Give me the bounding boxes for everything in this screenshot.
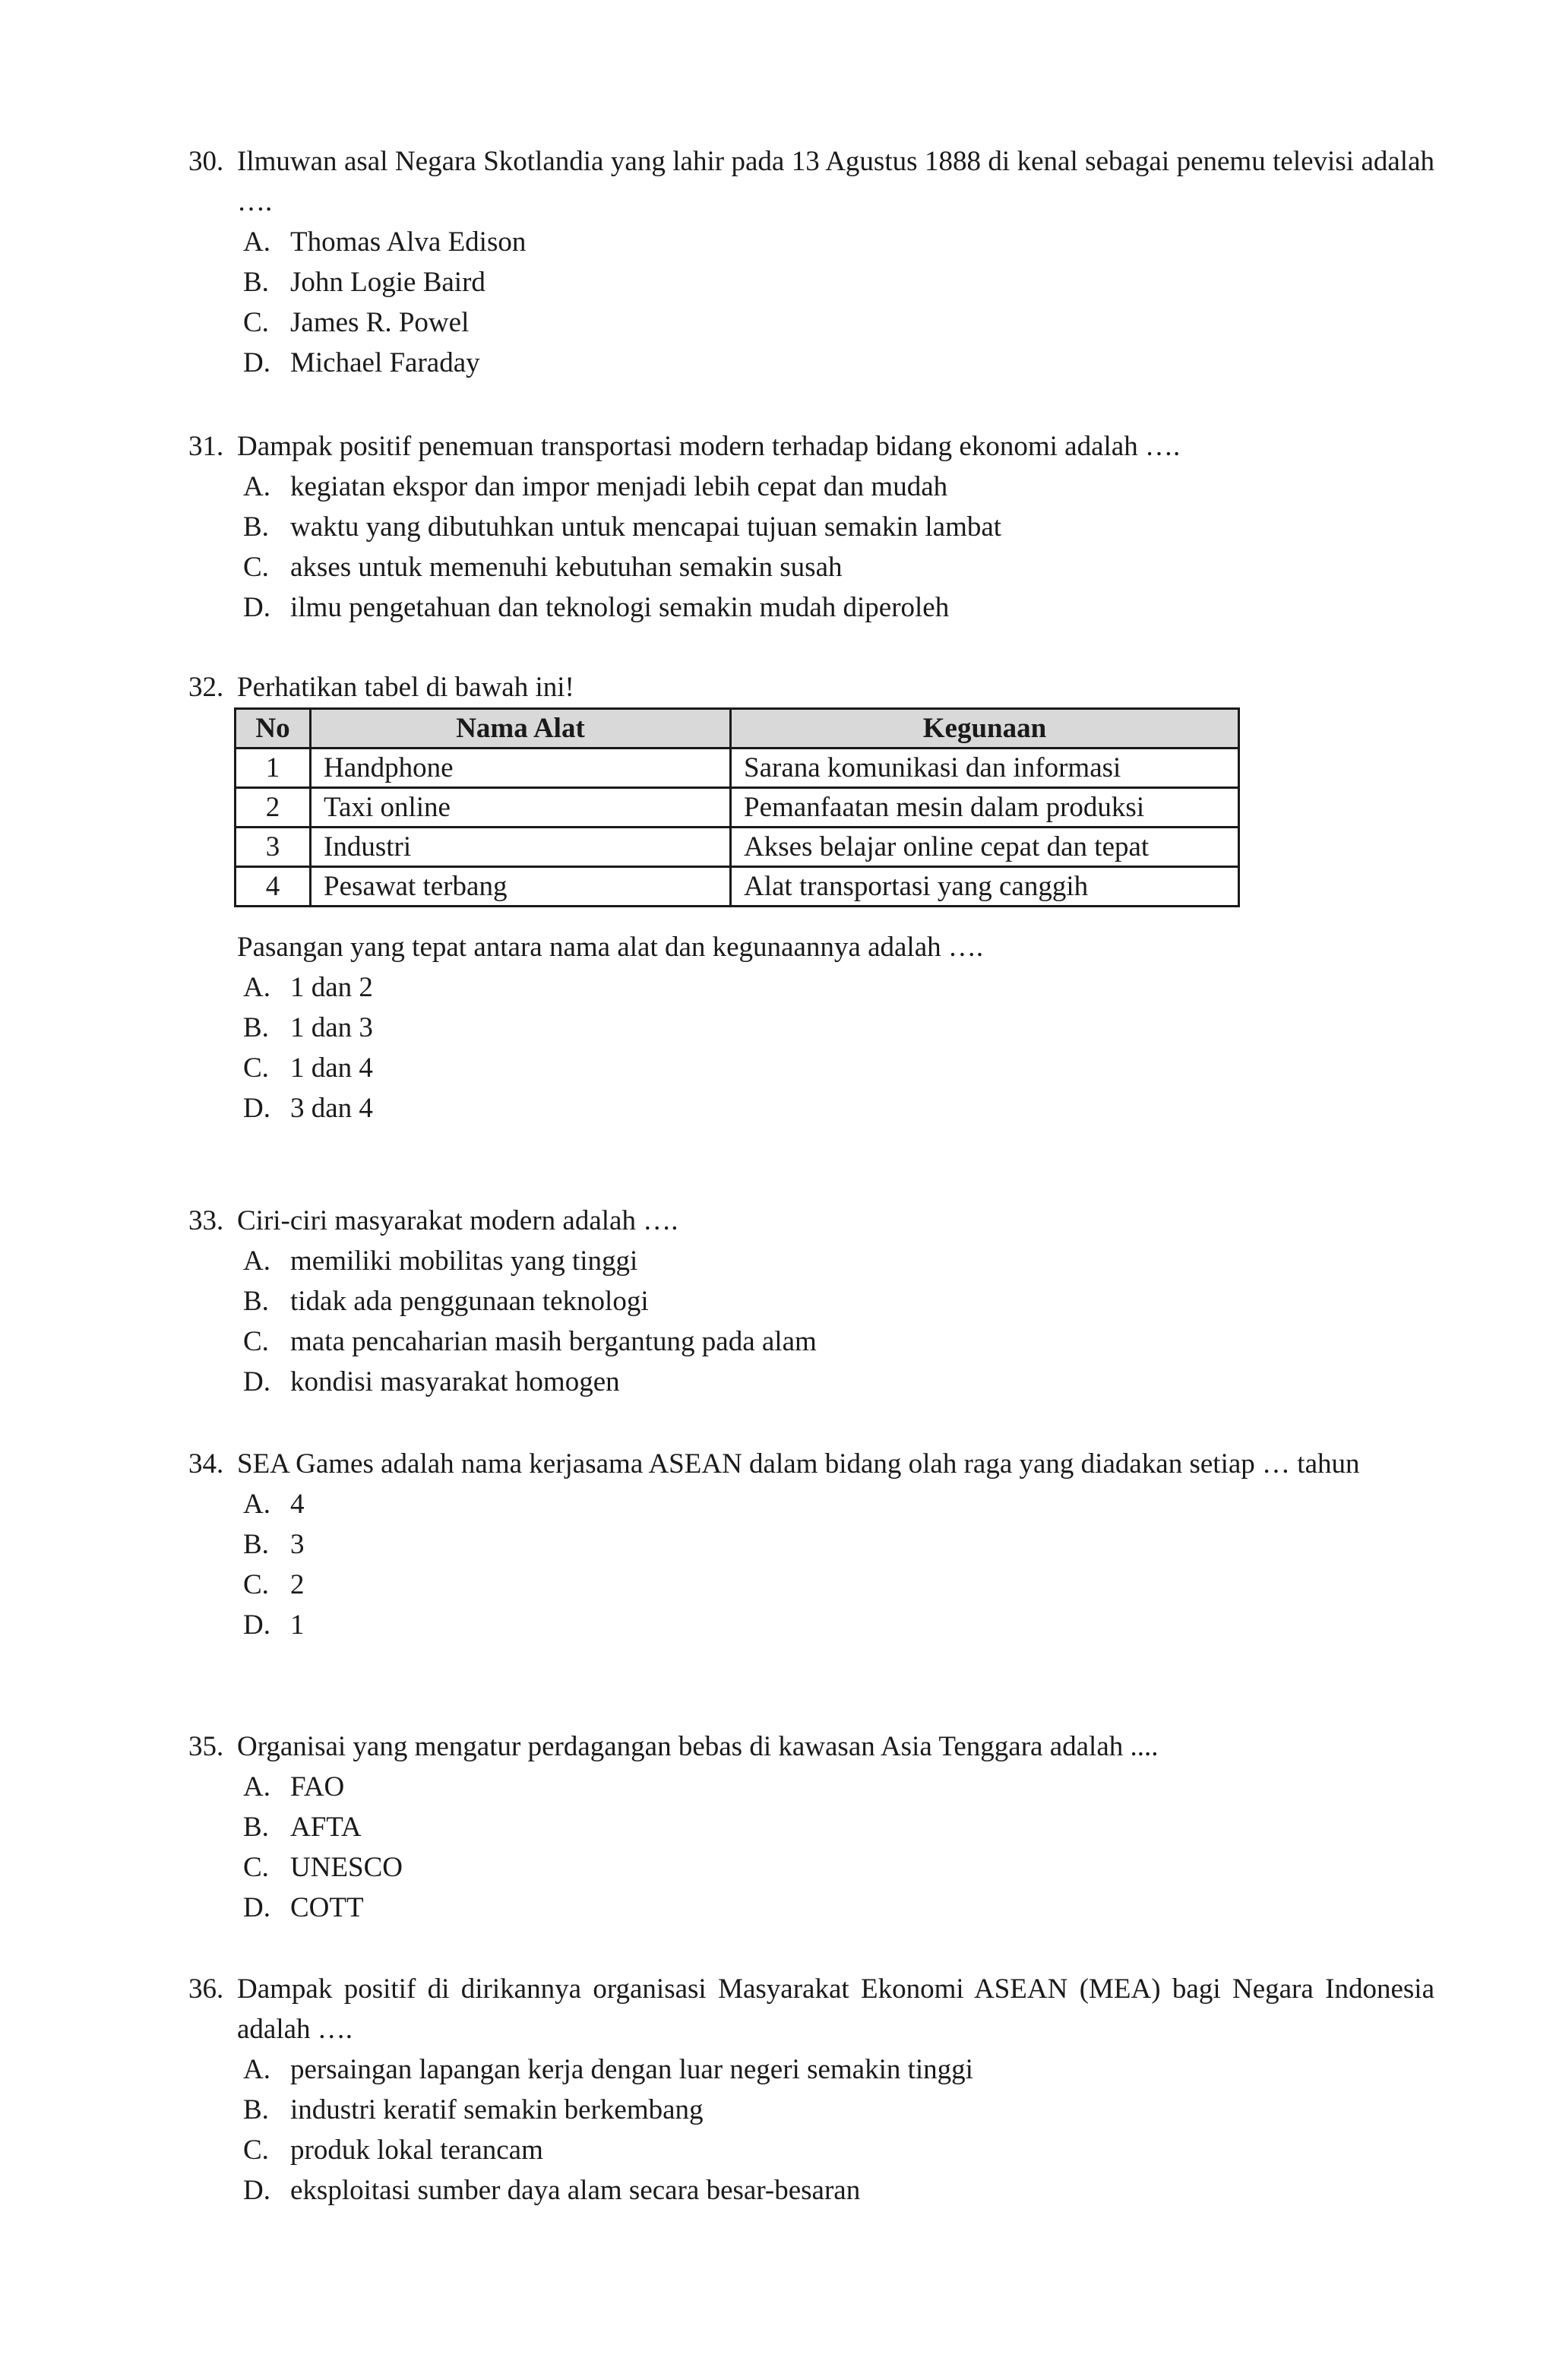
option-letter: D. [243, 1093, 270, 1124]
option-letter: A. [243, 2054, 270, 2085]
question-number: 33. [188, 1205, 224, 1236]
question-text: Dampak positif penemuan transportasi modern terhadap bidang ekonomi adalah …. [237, 431, 1181, 462]
option-b[interactable] [243, 2090, 1434, 2130]
option-letter: D. [243, 2175, 270, 2206]
option-letter: A. [243, 1245, 270, 1277]
question-stem [188, 426, 1434, 467]
option-text: 3 [290, 1529, 305, 1560]
question-33 [188, 1201, 1434, 1402]
option-letter: D. [243, 347, 270, 378]
option-text: 1 [290, 1609, 305, 1641]
option-text: 1 dan 2 [290, 972, 373, 1003]
options-list [188, 222, 1434, 383]
option-c[interactable] [243, 1565, 1434, 1605]
options-list [188, 1241, 1434, 1402]
question-34 [188, 1444, 1434, 1645]
option-letter: B. [243, 1812, 269, 1843]
option-letter: C. [243, 1326, 269, 1357]
option-text: kegiatan ekspor dan impor menjadi lebih cepat dan mudah [290, 471, 948, 502]
option-letter: D. [243, 1892, 270, 1923]
options-list [188, 467, 1434, 628]
cell-nama-alat: Pesawat terbang [311, 867, 731, 907]
option-c[interactable] [243, 2130, 1434, 2170]
option-text: tidak ada penggunaan teknologi [290, 1286, 649, 1317]
options-list [188, 2049, 1434, 2211]
option-letter: A. [243, 471, 270, 502]
option-letter: D. [243, 592, 270, 623]
question-number: 34. [188, 1448, 224, 1480]
option-d[interactable] [243, 1088, 1434, 1128]
option-text: John Logie Baird [290, 267, 485, 298]
option-d[interactable] [243, 1888, 1434, 1928]
options-list [188, 1767, 1434, 1928]
option-c[interactable] [243, 302, 1434, 343]
option-b[interactable] [243, 262, 1434, 302]
option-d[interactable] [243, 2170, 1434, 2211]
option-letter: A. [243, 226, 270, 258]
cell-kegunaan: Alat transportasi yang canggih [731, 867, 1239, 907]
option-letter: B. [243, 1012, 269, 1043]
question-stem [188, 1726, 1434, 1767]
option-text: eksploitasi sumber daya alam secara besar-besaran [290, 2175, 861, 2206]
option-text: James R. Powel [290, 307, 470, 338]
option-a[interactable] [243, 1484, 1434, 1524]
option-letter: C. [243, 1052, 269, 1084]
option-letter: D. [243, 1366, 270, 1397]
option-b[interactable] [243, 1807, 1434, 1847]
option-text: FAO [290, 1771, 345, 1802]
question-number: 32. [188, 672, 224, 703]
option-text: COTT [290, 1892, 364, 1923]
option-a[interactable] [243, 2049, 1434, 2090]
option-text: 2 [290, 1569, 305, 1600]
option-text: industri keratif semakin berkembang [290, 2094, 704, 2125]
option-letter: B. [243, 1529, 269, 1560]
question-number: 30. [188, 146, 224, 177]
question-stem [188, 1969, 1434, 2049]
option-text: waktu yang dibutuhkan untuk mencapai tujuan semakin lambat [290, 511, 1002, 543]
option-c[interactable] [243, 1847, 1434, 1888]
option-text: mata pencaharian masih bergantung pada alam [290, 1326, 817, 1357]
question-32 [188, 667, 1434, 1128]
option-letter: C. [243, 307, 269, 338]
option-text: ilmu pengetahuan dan teknologi semakin mudah diperoleh [290, 592, 950, 623]
table-row [236, 748, 1239, 788]
option-c[interactable] [243, 1321, 1434, 1362]
cell-no: 1 [236, 748, 311, 788]
option-text: produk lokal terancam [290, 2135, 543, 2166]
option-c[interactable] [243, 547, 1434, 587]
option-b[interactable] [243, 1524, 1434, 1565]
question-36 [188, 1969, 1434, 2211]
question-text: Ciri-ciri masyarakat modern adalah …. [237, 1205, 678, 1236]
option-b[interactable] [243, 507, 1434, 547]
option-letter: A. [243, 1489, 270, 1520]
question-31 [188, 426, 1434, 628]
option-a[interactable] [243, 1241, 1434, 1281]
option-text: persaingan lapangan kerja dengan luar negeri semakin tinggi [290, 2054, 973, 2085]
option-a[interactable] [243, 967, 1434, 1008]
option-letter: B. [243, 2094, 269, 2125]
question-number: 36. [188, 1973, 224, 2005]
question-stem [188, 667, 1434, 707]
option-text: UNESCO [290, 1852, 403, 1883]
options-list [188, 967, 1434, 1128]
table-row [236, 867, 1239, 907]
option-letter: C. [243, 2135, 269, 2166]
option-letter: C. [243, 552, 269, 583]
option-letter: A. [243, 972, 270, 1003]
question-text: Perhatikan tabel di bawah ini! [237, 672, 574, 703]
question-number: 35. [188, 1731, 224, 1762]
question-stem [188, 141, 1434, 222]
question-text: SEA Games adalah nama kerjasama ASEAN dalam bidang olah raga yang diadakan setiap … tahun [237, 1448, 1360, 1480]
option-text: Thomas Alva Edison [290, 226, 527, 258]
option-c[interactable] [243, 1048, 1434, 1088]
option-text: 1 dan 3 [290, 1012, 373, 1043]
option-letter: C. [243, 1852, 269, 1883]
option-text: kondisi masyarakat homogen [290, 1366, 620, 1397]
question-number: 31. [188, 431, 224, 462]
table-row [236, 828, 1239, 867]
tools-table [234, 707, 1240, 907]
table-header-row [236, 709, 1239, 748]
header-nama-alat: Nama Alat [311, 709, 731, 748]
question-stem [188, 1444, 1434, 1484]
table-row [236, 788, 1239, 828]
cell-nama-alat: Industri [311, 828, 731, 867]
options-list [188, 1484, 1434, 1645]
followup-text: Pasangan yang tepat antara nama alat dan kegunaannya adalah …. [237, 932, 984, 963]
option-b[interactable] [243, 1008, 1434, 1048]
option-letter: D. [243, 1609, 270, 1641]
question-text: Organisai yang mengatur perdagangan bebas di kawasan Asia Tenggara adalah .... [237, 1731, 1159, 1762]
option-b[interactable] [243, 1281, 1434, 1321]
option-text: 1 dan 4 [290, 1052, 373, 1084]
header-kegunaan: Kegunaan [731, 709, 1239, 748]
cell-nama-alat: Handphone [311, 748, 731, 788]
option-d[interactable] [243, 343, 1434, 383]
cell-nama-alat: Taxi online [311, 788, 731, 828]
cell-no: 3 [236, 828, 311, 867]
option-d[interactable] [243, 1605, 1434, 1645]
cell-kegunaan: Sarana komunikasi dan informasi [731, 748, 1239, 788]
option-letter: B. [243, 511, 269, 543]
question-stem [188, 1201, 1434, 1241]
option-text: Michael Faraday [290, 347, 480, 378]
option-text: 3 dan 4 [290, 1093, 373, 1124]
option-letter: B. [243, 1286, 269, 1317]
question-text: Ilmuwan asal Negara Skotlandia yang lahir pada 13 Agustus 1888 di kenal sebagai penemu televisi adalah …. [237, 146, 1434, 217]
question-text: Dampak positif di dirikannya organisasi Masyarakat Ekonomi ASEAN (MEA) bagi Negara Indonesia adalah …. [237, 1973, 1434, 2045]
question-30 [188, 141, 1434, 383]
option-a[interactable] [243, 1767, 1434, 1807]
option-text: akses untuk memenuhi kebutuhan semakin susah [290, 552, 843, 583]
option-d[interactable] [243, 1362, 1434, 1402]
cell-no: 4 [236, 867, 311, 907]
cell-kegunaan: Pemanfaatan mesin dalam produksi [731, 788, 1239, 828]
header-no: No [236, 709, 311, 748]
option-text: memiliki mobilitas yang tinggi [290, 1245, 638, 1277]
option-a[interactable] [243, 222, 1434, 262]
cell-kegunaan: Akses belajar online cepat dan tepat [731, 828, 1239, 867]
option-text: 4 [290, 1489, 305, 1520]
option-letter: C. [243, 1569, 269, 1600]
option-text: AFTA [290, 1812, 362, 1843]
cell-no: 2 [236, 788, 311, 828]
question-35 [188, 1726, 1434, 1928]
option-letter: B. [243, 267, 269, 298]
option-letter: A. [243, 1771, 270, 1802]
option-d[interactable] [243, 587, 1434, 628]
option-a[interactable] [243, 467, 1434, 507]
